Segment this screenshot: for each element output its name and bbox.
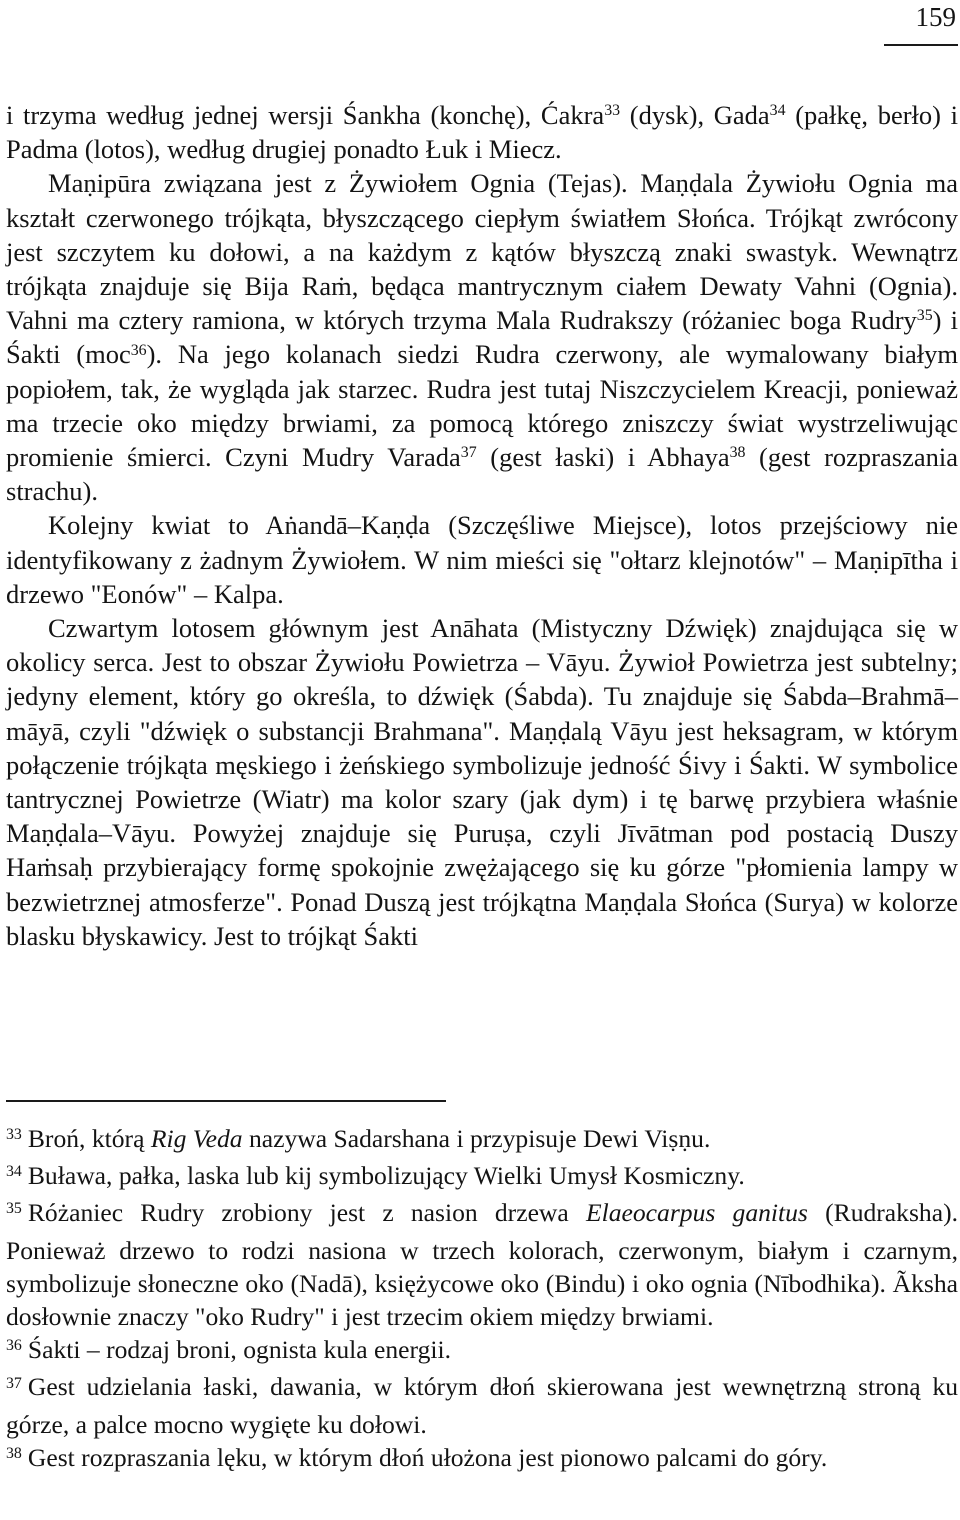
footnote-ref: 33 <box>604 102 621 120</box>
footnote-text: nazywa Sadarshana i przypisuje Dewi Viṣṇu. <box>242 1124 711 1153</box>
footnote-text: Buława, pałka, laska lub kij symbolizujący Wielki Umysł Kosmiczny. <box>27 1161 745 1191</box>
footnote-number: 35 <box>6 1200 22 1218</box>
paragraph: Kolejny kwiat to Aṅandā–Kaṇḍa (Szczęśliwe Miejsce), lotos przejściowy nie identyfikowany z żadnym Żywiołem. W nim mieści się "ołtarz klejnotów" – Maṇipītha i drzewo "Eonów" – Kalpa. <box>6 510 958 609</box>
paragraph <box>6 98 958 166</box>
text-run: (dysk), Gada <box>620 100 770 130</box>
paragraph <box>6 166 958 508</box>
paragraph: Czwartym lotosem głównym jest Anāhata (Mistyczny Dźwięk) znajdująca się w okolicy serca. Jest to obszar Żywiołu Powietrza – Vāyu. Żywioł Powietrza jest subtelny; jedyny element, który go określa, to dźwięk (Śabda). Tu znajduje się Śabda–Brahmā–māyā, czyli "dźwięk o substancji Brahmana". Maṇḍalą Vāyu jest heksagram, w którym połączenie trójkąta męskiego i żeńskiego symbolizuje jedność Śivy i Śakti. W symbolice tantrycznej Powietrze (Wiatr) ma kolor szary (jak dym) i tę barwę przybiera właśnie Maṇḍala–Vāyu. Powyżej znajduje się Puruṣa, czyli Jīvātman pod postacią Duszy Haṁsaḥ przybierający formę spokojnie zwężającego się ku górze "płomienia lampy w bezwietrznej atmosferze". Ponad Duszą jest trójkątna Maṇḍala Słońca (Surya) w kolorze blasku błyskawicy. Jest to trójkąt Śakti <box>6 613 958 951</box>
footnote-number: 38 <box>6 1444 22 1462</box>
footnote-text: Gest udzielania łaski, dawania, w którym dłoń skierowana jest wewnętrzną stroną ku górze, a palce mocno wygięte ku dołowi. <box>6 1372 958 1439</box>
footnote-italic-text: Elaeocarpus ganitus <box>585 1198 808 1228</box>
text-run: Maṇipūra związana jest z Żywiołem Ognia (Tejas). Maṇḍala Żywiołu Ognia ma kształt czerwonego trójkąta, błyszczącego ciepłym światłem Słońca. Trójkąt zwrócony jest szczytem ku dołowi, a na każdym z kątów błyszczą znaki swastyk. Wewnątrz trójkąta znajduje się Bija Raṁ, będąca mantrycznym ciałem Dewaty Vahni (Ognia). Vahni ma cztery ramiona, w których trzyma Mala Rudrakszy (różaniec boga Rudry <box>6 168 958 336</box>
header-rule <box>884 44 958 46</box>
footnote-number: 37 <box>6 1374 22 1392</box>
text-run: ) i Śakti (moc <box>6 305 959 370</box>
footnote-ref: 38 <box>729 444 746 462</box>
text-run: (gest łaski) i Abhaya <box>476 442 730 473</box>
text-run: i trzyma według jednej wersji Śankha (konchę), Ćakra <box>6 100 605 130</box>
footnote-ref: 34 <box>769 102 786 120</box>
footnote-38 <box>6 1441 958 1478</box>
page-number: 159 <box>915 2 956 32</box>
footnotes <box>6 1122 958 1478</box>
footnote-italic-text: Rig Veda <box>150 1124 243 1153</box>
main-text <box>6 98 958 953</box>
footnote-ref: 36 <box>130 341 147 359</box>
footnote-number: 34 <box>6 1163 22 1181</box>
footnote-ref: 37 <box>460 444 477 462</box>
footnote-text: (Rudraksha). Ponieważ drzewo to rodzi nasiona w trzech kolorach, czerwonym, białym i czarnym, symbolizuje słoneczne oko (Nadā), księżycowe oko (Bindu) i oko ognia (Nībodhika). Ãksha dosłownie znaczy "oko Rudry" i jest trzecim okiem między brwiami. <box>6 1198 958 1332</box>
footnote-number: 33 <box>6 1126 22 1144</box>
text-run: (pałkę, berło) i Padma (lotos), według drugiej ponadto Łuk i Miecz. <box>6 100 959 165</box>
text-run: (gest rozpraszania strachu). <box>6 442 958 507</box>
footnote-text: Śakti – rodzaj broni, ognista kula energii. <box>27 1335 452 1365</box>
footnote-text: Gest rozpraszania lęku, w którym dłoń ułożona jest pionowo palcami do góry. <box>27 1442 828 1472</box>
footnote-ref: 35 <box>916 307 933 325</box>
text-run: ). Na jego kolanach siedzi Rudra czerwony, ale wymalowany białym popiołem, tak, że wygląda jak starzec. Rudra jest tutaj Niszczycielem Kreacji, ponieważ ma trzecie oko między brwiami, za pomocą którego zniszczy świat wystrzeliwując promienie śmierci. Czyni Mudry Varada <box>6 339 958 473</box>
footnote-text: Różaniec Rudry zrobiony jest z nasion drzewa <box>27 1198 586 1228</box>
footnote-number: 36 <box>6 1337 22 1355</box>
footnote-33 <box>6 1122 958 1159</box>
footnote-34 <box>6 1159 958 1196</box>
footnote-rule <box>6 1100 446 1102</box>
footnote-37 <box>6 1370 958 1440</box>
footnote-text: Broń, którą <box>27 1124 151 1153</box>
footnote-35 <box>6 1196 958 1333</box>
footnote-36 <box>6 1333 958 1370</box>
